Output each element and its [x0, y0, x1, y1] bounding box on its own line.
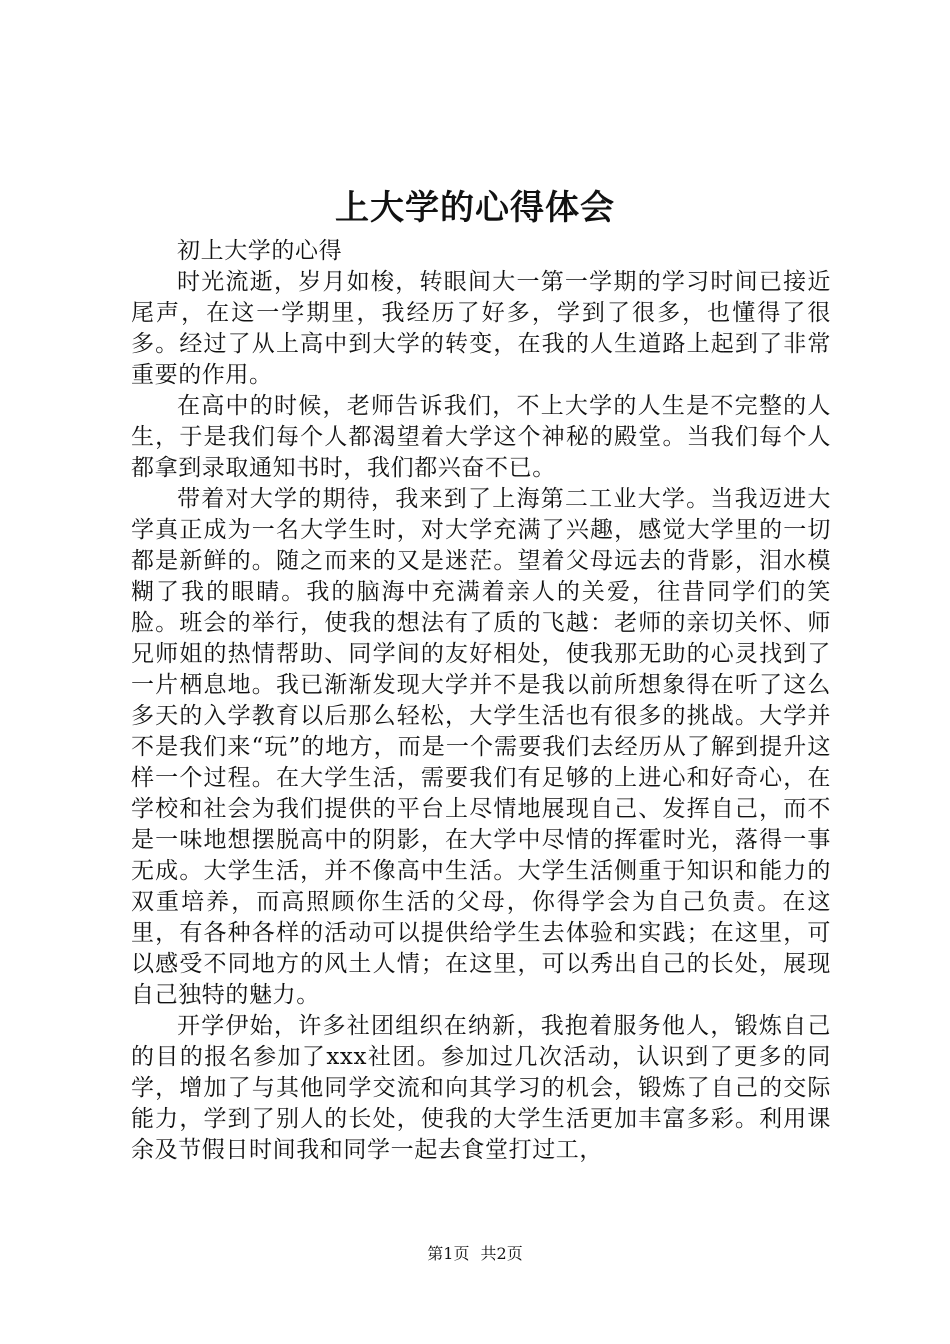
document-body	[131, 236, 831, 1166]
paragraph: 在高中的时候，老师告诉我们，不上大学的人生是不完整的人生，于是我们每个人都渴望着大学这个神秘的殿堂。当我们每个人都拿到录取通知书时，我们都兴奋不已。	[131, 393, 831, 481]
page-number: 第1页	[427, 1244, 470, 1263]
page-footer	[0, 1243, 950, 1265]
document-title: 上大学的心得体会	[335, 188, 615, 228]
paragraph: 带着对大学的期待，我来到了上海第二工业大学。当我迈进大学真正成为一名大学生时，对大学充满了兴趣，感觉大学里的一切都是新鲜的。随之而来的又是迷茫。望着父母远去的背影，泪水模糊了我的眼睛。我的脑海中充满着亲人的关爱，往昔同学们的笑脸。班会的举行，使我的想法有了质的飞越：老师的亲切关怀、师兄师姐的热情帮助、同学间的友好相处，使我那无助的心灵找到了一片栖息地。我已渐渐发现大学并不是我以前所想象得在听了这么多天的入学教育以后那么轻松，大学生活也有很多的挑战。大学并不是我们来“玩”的地方，而是一个需要我们去经历从了解到提升这样一个过程。在大学生活，需要我们有足够的上进心和好奇心，在学校和社会为我们提供的平台上尽情地展现自己、发挥自己，而不是一味地想摆脱高中的阴影，在大学中尽情的挥霍时光，落得一事无成。大学生活，并不像高中生活。大学生活侧重于知识和能力的双重培养，而高照顾你生活的父母，你得学会为自己负责。在这里，有各种各样的活动可以提供给学生去体验和实践；在这里，可以感受不同地方的风土人情；在这里，可以秀出自己的长处，展现自己独特的魅力。	[131, 486, 831, 1008]
paragraph-subtitle: 初上大学的心得	[177, 238, 343, 264]
paragraph: 开学伊始，许多社团组织在纳新，我抱着服务他人，锻炼自己的目的报名参加了xxx社团。参加过几次活动，认识到了更多的同学，增加了与其他同学交流和向其学习的机会，锻炼了自己的交际能力，学到了别人的长处，使我的大学生活更加丰富多彩。利用课余及节假日时间我和同学一起去食堂打过工，	[131, 1013, 831, 1163]
page-total: 共2页	[480, 1244, 523, 1263]
paragraph: 时光流逝，岁月如梭，转眼间大一第一学期的学习时间已接近尾声，在这一学期里，我经历了好多，学到了很多，也懂得了很多。经过了从上高中到大学的转变，在我的人生道路上起到了非常重要的作用。	[131, 269, 831, 388]
